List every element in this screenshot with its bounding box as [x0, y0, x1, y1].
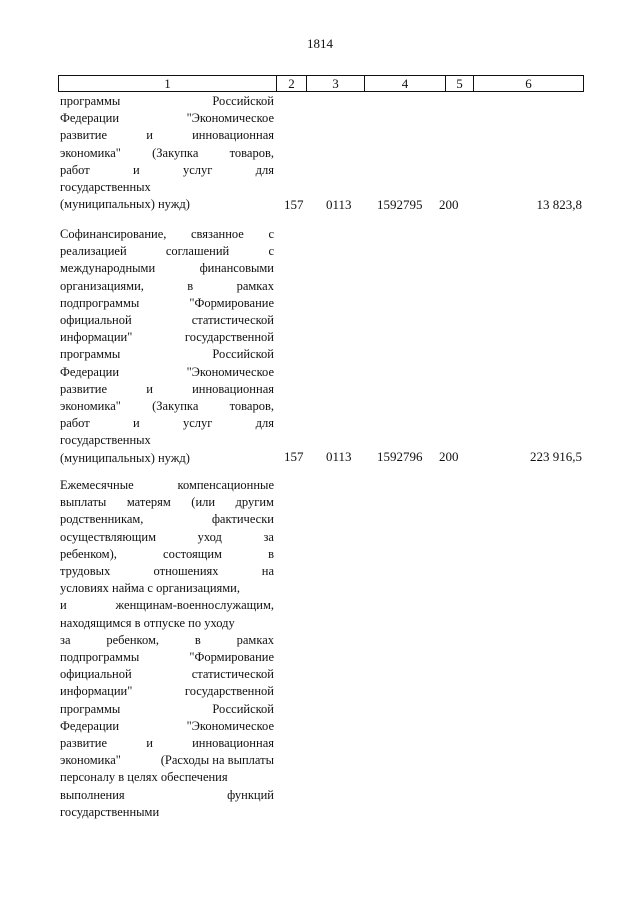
description-word: Российской: [212, 701, 274, 716]
description-word: инновационная: [192, 381, 274, 396]
description-line: [60, 563, 274, 580]
description-word: и: [146, 381, 153, 396]
row-3-description: [60, 477, 274, 821]
description-line: [60, 546, 274, 563]
description-word: осуществляющим: [60, 529, 156, 544]
description-word: услуг: [182, 416, 213, 431]
row-1-col-5: 200: [439, 197, 459, 212]
description-line: [60, 494, 274, 511]
description-word: компенсационные: [177, 478, 274, 492]
description-word: в: [268, 546, 274, 561]
description-line: [60, 752, 274, 769]
description-word: другим: [235, 495, 274, 510]
description-word: ребенком,: [106, 632, 160, 647]
header-col-5: 5: [446, 76, 474, 91]
row-2-col-3: 0113: [326, 449, 352, 464]
description-word: (муниципальных) нужд): [60, 197, 190, 212]
description-line: [60, 398, 274, 415]
description-word: работ: [60, 416, 90, 431]
row-2-col-5: 200: [439, 449, 459, 464]
description-word: "Экономическое: [186, 111, 274, 126]
description-word: подпрограммы: [60, 650, 140, 665]
description-word: товаров,: [229, 145, 274, 160]
header-col-6: 6: [525, 76, 532, 91]
description-line: [60, 432, 274, 449]
description-word: условиях найма с организациями,: [60, 581, 240, 596]
description-word: фактически: [211, 512, 274, 527]
description-word: выплаты: [60, 495, 107, 510]
description-word: уход: [197, 529, 222, 544]
header-col-4: 4: [365, 76, 446, 91]
description-word: подпрограммы: [60, 295, 140, 310]
description-word: информации": [60, 684, 133, 699]
description-word: для: [255, 162, 274, 177]
description-word: "Формирование: [189, 650, 274, 665]
description-word: организациями,: [60, 278, 144, 293]
description-line: [60, 329, 274, 346]
description-word: государственных: [60, 433, 151, 448]
description-line: [60, 450, 274, 467]
description-line: [60, 615, 274, 632]
description-word: финансовыми: [199, 261, 274, 276]
description-line: [60, 295, 274, 312]
description-line: [60, 580, 274, 597]
description-word: инновационная: [192, 128, 274, 143]
header-col-1: 1: [59, 76, 277, 91]
description-word: реализацией: [60, 244, 127, 259]
description-word: в: [194, 632, 201, 647]
description-word: "Экономическое: [186, 364, 274, 379]
description-word: статистической: [191, 313, 274, 328]
description-line: [60, 511, 274, 528]
description-word: официальной: [60, 313, 132, 328]
description-word: родственникам,: [60, 512, 144, 527]
description-word: Софинансирование,: [60, 227, 167, 241]
description-word: экономика": [60, 399, 121, 414]
page-number: 1814: [307, 36, 333, 51]
description-word: программы: [60, 347, 121, 362]
description-word: ребенком),: [60, 546, 117, 561]
description-word: с: [268, 244, 274, 259]
description-word: и: [146, 128, 153, 143]
description-line: [60, 666, 274, 683]
description-line: [60, 243, 274, 260]
description-word: официальной: [60, 667, 132, 682]
description-line: [60, 735, 274, 752]
description-word: соглашений: [165, 244, 230, 259]
description-word: (Расходы на выплаты: [160, 753, 274, 768]
description-line: [60, 278, 274, 295]
description-word: за: [60, 632, 71, 647]
description-line: [60, 632, 274, 649]
row-2-description: [60, 226, 274, 467]
description-line: [60, 226, 274, 243]
description-word: находящимся в отпуске по уходу: [60, 615, 235, 630]
header-col-2: 2: [277, 76, 307, 91]
row-2-amount: 223 916,5: [530, 449, 582, 464]
description-word: "Формирование: [189, 295, 274, 310]
description-line: [60, 364, 274, 381]
description-word: матерям: [126, 495, 171, 510]
description-line: [60, 787, 274, 804]
description-word: за: [263, 529, 274, 544]
description-word: государственной: [184, 330, 274, 345]
description-word: Ежемесячные: [60, 478, 134, 492]
description-word: и: [132, 162, 140, 177]
description-word: состоящим: [163, 546, 222, 561]
row-1-description: [60, 93, 274, 213]
description-word: и: [146, 736, 153, 751]
description-line: [60, 110, 274, 127]
description-word: для: [255, 416, 274, 431]
description-word: и: [132, 416, 140, 431]
description-line: [60, 804, 274, 821]
description-word: (Закупка: [152, 145, 199, 160]
description-line: [60, 127, 274, 144]
description-word: Российской: [212, 94, 274, 108]
description-word: товаров,: [229, 399, 274, 414]
description-word: государственных: [60, 180, 151, 195]
row-1-amount: 13 823,8: [536, 197, 582, 212]
description-word: Федерации: [60, 718, 120, 733]
description-word: государственной: [184, 684, 274, 699]
description-line: [60, 381, 274, 398]
description-word: статистической: [191, 667, 274, 682]
description-word: рамках: [236, 278, 274, 293]
description-line: [60, 145, 274, 162]
description-line: [60, 415, 274, 432]
description-word: международными: [60, 261, 156, 276]
description-word: рамках: [236, 632, 274, 647]
description-line: [60, 649, 274, 666]
description-word: функций: [227, 787, 274, 802]
description-word: и: [60, 598, 67, 613]
description-word: (Закупка: [152, 399, 199, 414]
description-word: программы: [60, 94, 121, 108]
description-word: экономика": [60, 145, 121, 160]
description-line: [60, 718, 274, 735]
description-word: Федерации: [60, 364, 120, 379]
description-word: Российской: [212, 347, 274, 362]
description-line: [60, 701, 274, 718]
description-word: развитие: [60, 736, 108, 751]
description-line: [60, 597, 274, 614]
description-word: работ: [60, 162, 90, 177]
description-line: [60, 162, 274, 179]
description-line: [60, 93, 274, 110]
description-line: [60, 196, 274, 213]
description-word: (или: [191, 495, 216, 510]
description-word: развитие: [60, 128, 108, 143]
description-word: на: [261, 564, 274, 579]
description-line: [60, 346, 274, 363]
description-word: информации": [60, 330, 133, 345]
row-1-col-2: 157: [284, 197, 304, 212]
description-word: развитие: [60, 381, 108, 396]
description-word: выполнения: [60, 787, 125, 802]
description-word: трудовых: [60, 564, 111, 579]
description-line: [60, 260, 274, 277]
row-1-col-4: 1592795: [377, 197, 423, 212]
description-word: "Экономическое: [186, 718, 274, 733]
row-2-col-4: 1592796: [377, 449, 423, 464]
description-line: [60, 312, 274, 329]
row-1-col-3: 0113: [326, 197, 352, 212]
description-word: программы: [60, 701, 121, 716]
description-word: связанное: [190, 227, 244, 241]
description-word: государственными: [60, 804, 160, 819]
header-col-3: 3: [307, 76, 365, 91]
description-line: [60, 529, 274, 546]
description-word: (муниципальных) нужд): [60, 450, 190, 465]
description-word: с: [268, 227, 274, 241]
table-header: [58, 75, 584, 92]
description-word: услуг: [182, 162, 213, 177]
description-line: [60, 683, 274, 700]
row-2-col-2: 157: [284, 449, 304, 464]
description-line: [60, 769, 274, 786]
description-word: отношениях: [153, 564, 219, 579]
description-line: [60, 477, 274, 494]
description-word: экономика": [60, 753, 121, 768]
description-word: женщинам-военнослужащим,: [115, 598, 274, 613]
description-word: Федерации: [60, 111, 120, 126]
description-line: [60, 179, 274, 196]
description-word: персоналу в целях обеспечения: [60, 770, 228, 785]
description-word: инновационная: [192, 736, 274, 751]
description-word: в: [187, 278, 194, 293]
